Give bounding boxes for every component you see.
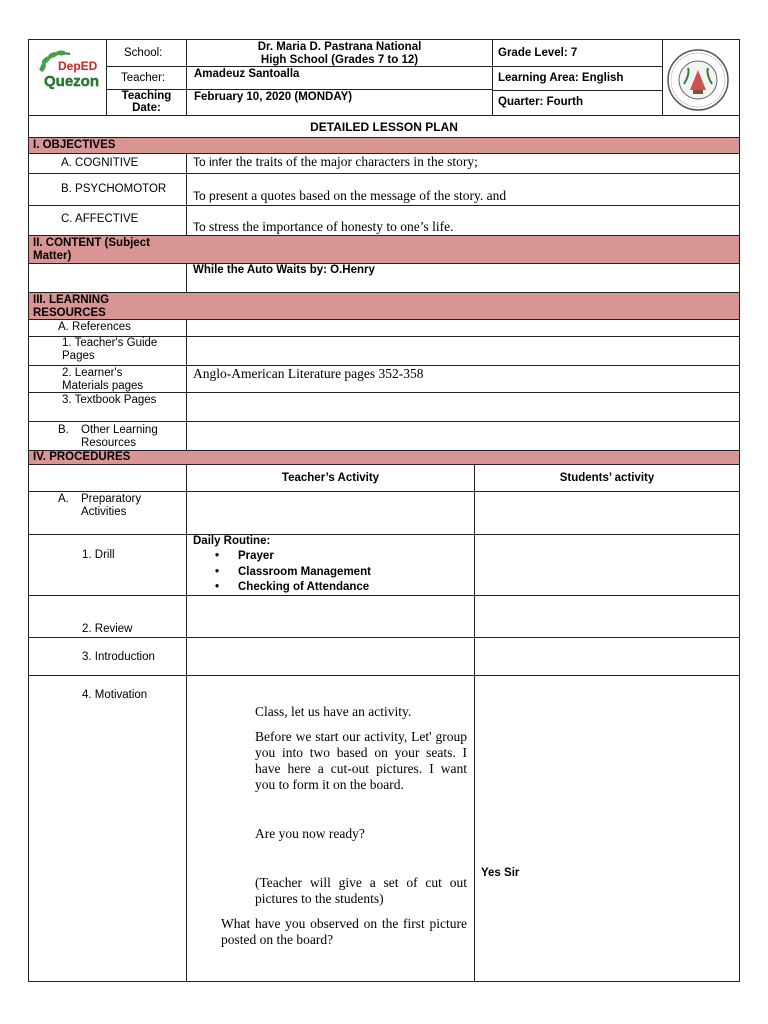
motivation-paragraph: (Teacher will give a set of cut out pictures to the students) — [255, 875, 467, 906]
other-resources-letter: B. — [58, 424, 69, 436]
row-line — [28, 421, 740, 422]
drill-label: 1. Drill — [82, 549, 115, 561]
row-line — [28, 595, 740, 596]
school-name-line2: High School (Grades 7 to 12) — [260, 54, 419, 66]
references-label: A. References — [58, 321, 131, 333]
row-line — [28, 464, 740, 465]
school-name-line1: Dr. Maria D. Pastrana National — [257, 41, 422, 53]
affective-text: stress the importance of honesty to one’s life. — [209, 219, 454, 234]
row-line — [28, 263, 740, 264]
row-line — [28, 173, 740, 174]
affective-objective — [193, 220, 453, 235]
header-top-border — [28, 39, 740, 40]
motivation-paragraph: Are you now ready? — [255, 826, 365, 841]
teacher-activity-header: Teacher’s Activity — [281, 472, 380, 484]
daily-routine-title: Daily Routine: — [193, 535, 271, 547]
preparatory-label: Preparatory — [81, 493, 142, 505]
psychomotor-text: resent a quotes based on the message of the story. and — [215, 188, 507, 203]
resources-bar — [29, 293, 739, 319]
other-resources-label-2: Resources — [81, 437, 136, 449]
motivation-paragraph: What have you observed on the first picture posted on the board? — [221, 916, 467, 947]
psychomotor-label: B. PSYCHOMOTOR — [61, 183, 167, 195]
affective-prefix: To — [193, 220, 210, 234]
list-item: • Classroom Management — [193, 565, 371, 581]
preparatory-label-2: Activities — [81, 506, 127, 518]
content-heading: II. CONTENT (Subject — [33, 237, 150, 249]
teachers-guide-label: 1. Teacher's Guide — [62, 337, 158, 349]
grade-level: Grade Level: 7 — [498, 47, 578, 59]
learners-materials-value: Anglo-American Literature pages 352-358 — [193, 366, 424, 381]
cognitive-label: A. COGNITIVE — [61, 157, 139, 169]
teacher-name: Amadeuz Santoalla — [194, 68, 300, 80]
objectives-bar — [29, 138, 739, 153]
review-label: 2. Review — [82, 623, 133, 635]
teaching-date-label-2: Date: — [132, 102, 161, 114]
daily-routine-list — [193, 549, 371, 596]
header-row-line — [492, 66, 663, 67]
motivation-paragraph: Before we start our activity, Let' group you into two based on your seats. I have here a cut-out pictures. I want you to form it on the board. — [255, 729, 467, 792]
teaching-date-label: Teaching — [121, 90, 172, 102]
motivation-paragraph: Class, let us have an activity. — [255, 704, 412, 719]
objectives-heading: I. OBJECTIVES — [33, 139, 116, 151]
teaching-date-value: February 10, 2020 (MONDAY) — [194, 91, 353, 103]
list-item: • Prayer — [193, 549, 371, 565]
learning-area: Learning Area: English — [498, 72, 624, 84]
procedures-column-divider — [474, 464, 475, 982]
header-divider — [492, 39, 493, 116]
motivation-label: 4. Motivation — [82, 689, 148, 701]
quarter: Quarter: Fourth — [498, 96, 583, 108]
outer-right-border — [739, 39, 740, 982]
student-activity-header: Students’ activity — [559, 472, 655, 484]
school-seal — [666, 48, 730, 112]
introduction-label: 3. Introduction — [82, 651, 155, 663]
header-bottom-border — [28, 115, 740, 116]
story-title: While the Auto Waits by: O.Henry — [193, 264, 375, 276]
page-title: DETAILED LESSON PLAN — [310, 120, 458, 134]
row-line — [28, 534, 740, 535]
preparatory-letter: A. — [58, 493, 69, 505]
textbook-pages-label: 3. Textbook Pages — [62, 394, 157, 406]
psychomotor-objective — [193, 189, 506, 204]
row-line — [28, 235, 740, 236]
row-line — [28, 491, 740, 492]
row-line — [28, 205, 740, 206]
cognitive-text: the traits of the major characters in the story; — [232, 154, 478, 169]
psychomotor-prefix: To p — [193, 189, 216, 203]
svg-text:Quezon: Quezon — [44, 73, 99, 90]
row-line — [28, 450, 740, 451]
row-line — [28, 292, 740, 293]
row-line — [28, 137, 740, 138]
row-line — [28, 319, 740, 320]
other-resources-label: Other Learning — [81, 424, 158, 436]
cognitive-objective — [193, 155, 478, 170]
resources-heading: III. LEARNING — [33, 294, 110, 306]
header-row-line — [492, 90, 663, 91]
student-reply: Yes Sir — [481, 867, 520, 879]
bottom-border — [28, 981, 740, 982]
content-heading-2: Matter) — [33, 250, 72, 262]
teacher-label: Teacher: — [121, 72, 166, 84]
row-line — [28, 637, 740, 638]
learners-materials-label: 2. Learner's — [62, 367, 123, 379]
procedures-bar — [29, 451, 739, 464]
teachers-guide-label-2: Pages — [62, 350, 95, 362]
row-line — [28, 675, 740, 676]
resources-heading-2: RESOURCES — [33, 307, 106, 319]
header-divider — [662, 39, 663, 116]
learners-materials-label-2: Materials pages — [62, 380, 144, 392]
affective-label: C. AFFECTIVE — [61, 213, 139, 225]
list-item: • Checking of Attendance — [193, 580, 371, 596]
outer-left-border — [28, 39, 29, 982]
school-label: School: — [124, 47, 163, 59]
procedures-heading: IV. PROCEDURES — [33, 451, 131, 463]
svg-text:DepED: DepED — [58, 59, 98, 73]
cognitive-prefix: To infer — [193, 155, 233, 169]
deped-quezon-logo — [36, 46, 100, 92]
